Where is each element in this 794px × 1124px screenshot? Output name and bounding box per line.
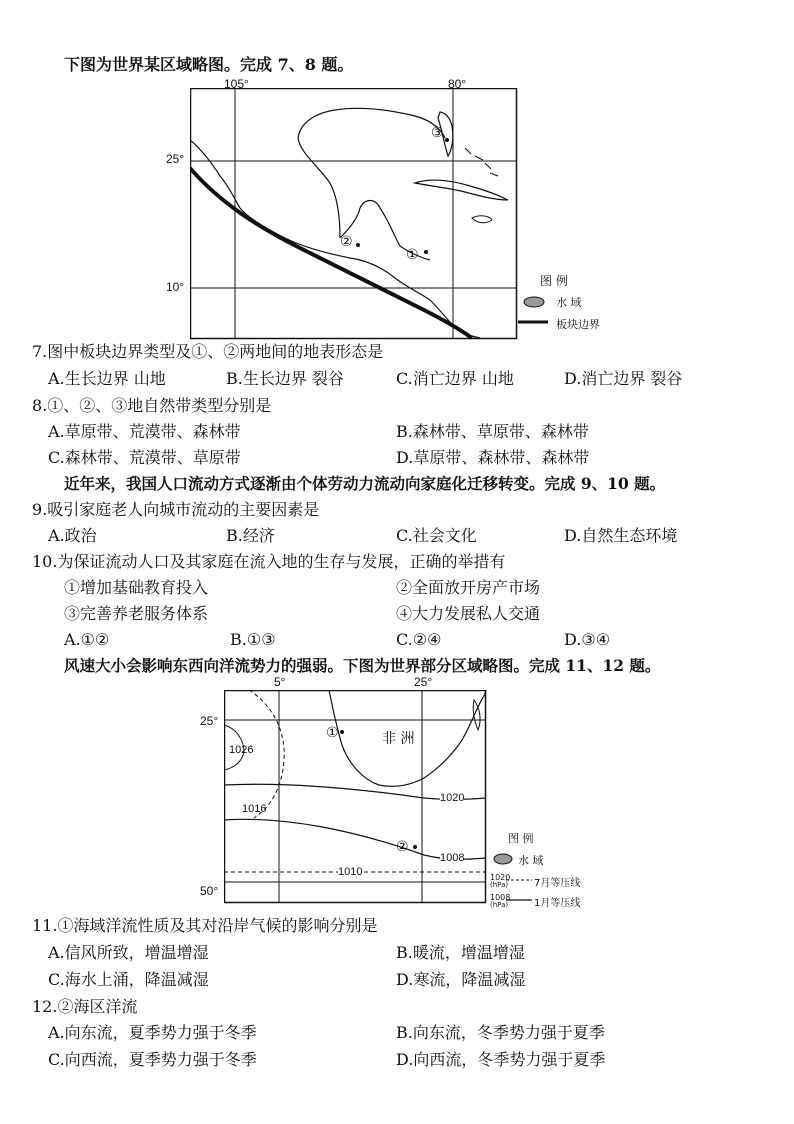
map1-svg: [190, 88, 520, 340]
isobar-1016: 1016: [242, 803, 267, 815]
plate-boundary-icon: [518, 318, 550, 326]
q10-option-b[interactable]: B.①③: [230, 630, 276, 649]
map1-point-3: ③: [431, 124, 444, 140]
q9-option-b[interactable]: B.经济: [226, 526, 275, 545]
map2-lon-left: 5°: [274, 675, 286, 689]
q11-option-a[interactable]: A.信风所致，增温增湿: [48, 943, 209, 962]
intro-q11-12: 风速大小会影响东西向洋流势力的强弱。下图为世界部分区域略图。完成 11、12 题。: [64, 656, 661, 675]
map1-legend-boundary: 板块边界: [556, 318, 600, 331]
water-swatch-icon-2: [492, 853, 514, 865]
q10-stem: 10.为保证流动人口及其家庭在流入地的生存与发展，正确的举措有: [32, 552, 506, 571]
q10-option-a[interactable]: A.①②: [64, 630, 110, 649]
q9-option-a[interactable]: A.政治: [48, 526, 97, 545]
isobar-1026: 1026: [229, 744, 254, 756]
map2-legend-july-value: 1020: [490, 873, 511, 882]
q12-option-c[interactable]: C.向西流，夏季势力强于冬季: [48, 1050, 257, 1069]
q11-stem: 11.①海域洋流性质及其对沿岸气候的影响分别是: [32, 916, 378, 935]
q11-option-d[interactable]: D.寒流，降温减湿: [396, 970, 526, 989]
intro-q7-8: 下图为世界某区域略图。完成 7、8 题。: [64, 55, 354, 74]
q7-option-d[interactable]: D.消亡边界 裂谷: [564, 369, 683, 388]
q9-stem: 9.吸引家庭老人向城市流动的主要因素是: [32, 500, 320, 519]
q10-statement-4: ④大力发展私人交通: [396, 604, 541, 623]
q7-option-b[interactable]: B.生长边界 裂谷: [226, 369, 344, 388]
q9-option-c[interactable]: C.社会文化: [396, 526, 477, 545]
map2-point-2: ②: [396, 838, 409, 854]
map1-lon-left: 105°: [224, 77, 249, 91]
q8-option-c[interactable]: C.森林带、荒漠带、草原带: [48, 448, 241, 467]
q7-option-c[interactable]: C.消亡边界 山地: [396, 369, 514, 388]
q8-option-d[interactable]: D.草原带、森林带、森林带: [396, 448, 590, 467]
map1-lat-top: 25°: [166, 152, 185, 166]
jan-isobar-icon: [506, 897, 532, 903]
q9-option-d[interactable]: D.自然生态环境: [564, 526, 678, 545]
q10-option-c[interactable]: C.②④: [396, 630, 442, 649]
q10-statement-1: ①增加基础教育投入: [64, 578, 209, 597]
map2-point-1: ①: [326, 724, 339, 740]
map2-legend-july-unit: (hPa): [490, 881, 509, 889]
q7-option-a[interactable]: A.生长边界 山地: [48, 369, 166, 388]
map2-legend-title: 图 例: [508, 832, 534, 845]
map2-legend-jan: 1月等压线: [534, 898, 581, 909]
map1-lon-right: 80°: [448, 77, 467, 91]
q12-option-b[interactable]: B.向东流，冬季势力强于夏季: [396, 1023, 605, 1042]
map1-legend-title: 图 例: [540, 274, 568, 288]
map1-point-2: ②: [340, 233, 353, 249]
map1-legend-water: 水 域: [556, 296, 582, 309]
isobar-1020: 1020: [440, 792, 465, 804]
q8-option-b[interactable]: B.森林带、草原带、森林带: [396, 422, 589, 441]
map1-lat-bottom: 10°: [166, 280, 185, 294]
q7-stem: 7.图中板块边界类型及①、②两地间的地表形态是: [32, 342, 384, 361]
july-isobar-icon: [506, 877, 532, 883]
intro-q9-10: 近年来，我国人口流动方式逐渐由个体劳动力流动向家庭化迁移转变。完成 9、10 题。: [64, 474, 666, 493]
q10-statement-2: ②全面放开房产市场: [396, 578, 541, 597]
map2-lon-right: 25°: [414, 675, 433, 689]
map1-point-1: ①: [406, 246, 419, 262]
map2-legend-jan-unit: (hPa): [490, 901, 509, 909]
q11-option-b[interactable]: B.暖流，增温增湿: [396, 943, 525, 962]
q8-option-a[interactable]: A.草原带、荒漠带、森林带: [48, 422, 241, 441]
water-swatch-icon: [522, 296, 546, 308]
q12-option-a[interactable]: A.向东流，夏季势力强于冬季: [48, 1023, 257, 1042]
map2-continent-label: 非 洲: [382, 731, 415, 747]
map2-legend-july: 7月等压线: [534, 878, 581, 889]
map2-legend-water: 水 域: [518, 854, 544, 867]
map2-lat-top: 25°: [200, 714, 219, 728]
map2-lat-bottom: 50°: [200, 884, 219, 898]
q12-option-d[interactable]: D.向西流，冬季势力强于夏季: [396, 1050, 606, 1069]
map2-legend-jan-value: 1008: [490, 893, 511, 902]
isobar-1010: 1010: [338, 866, 363, 878]
q8-stem: 8.①、②、③地自然带类型分别是: [32, 396, 272, 415]
q12-stem: 12.②海区洋流: [32, 997, 138, 1016]
isobar-1008: 1008: [440, 852, 465, 864]
q11-option-c[interactable]: C.海水上涌，降温减湿: [48, 970, 209, 989]
q10-option-d[interactable]: D.③④: [564, 630, 611, 649]
q10-statement-3: ③完善养老服务体系: [64, 604, 209, 623]
